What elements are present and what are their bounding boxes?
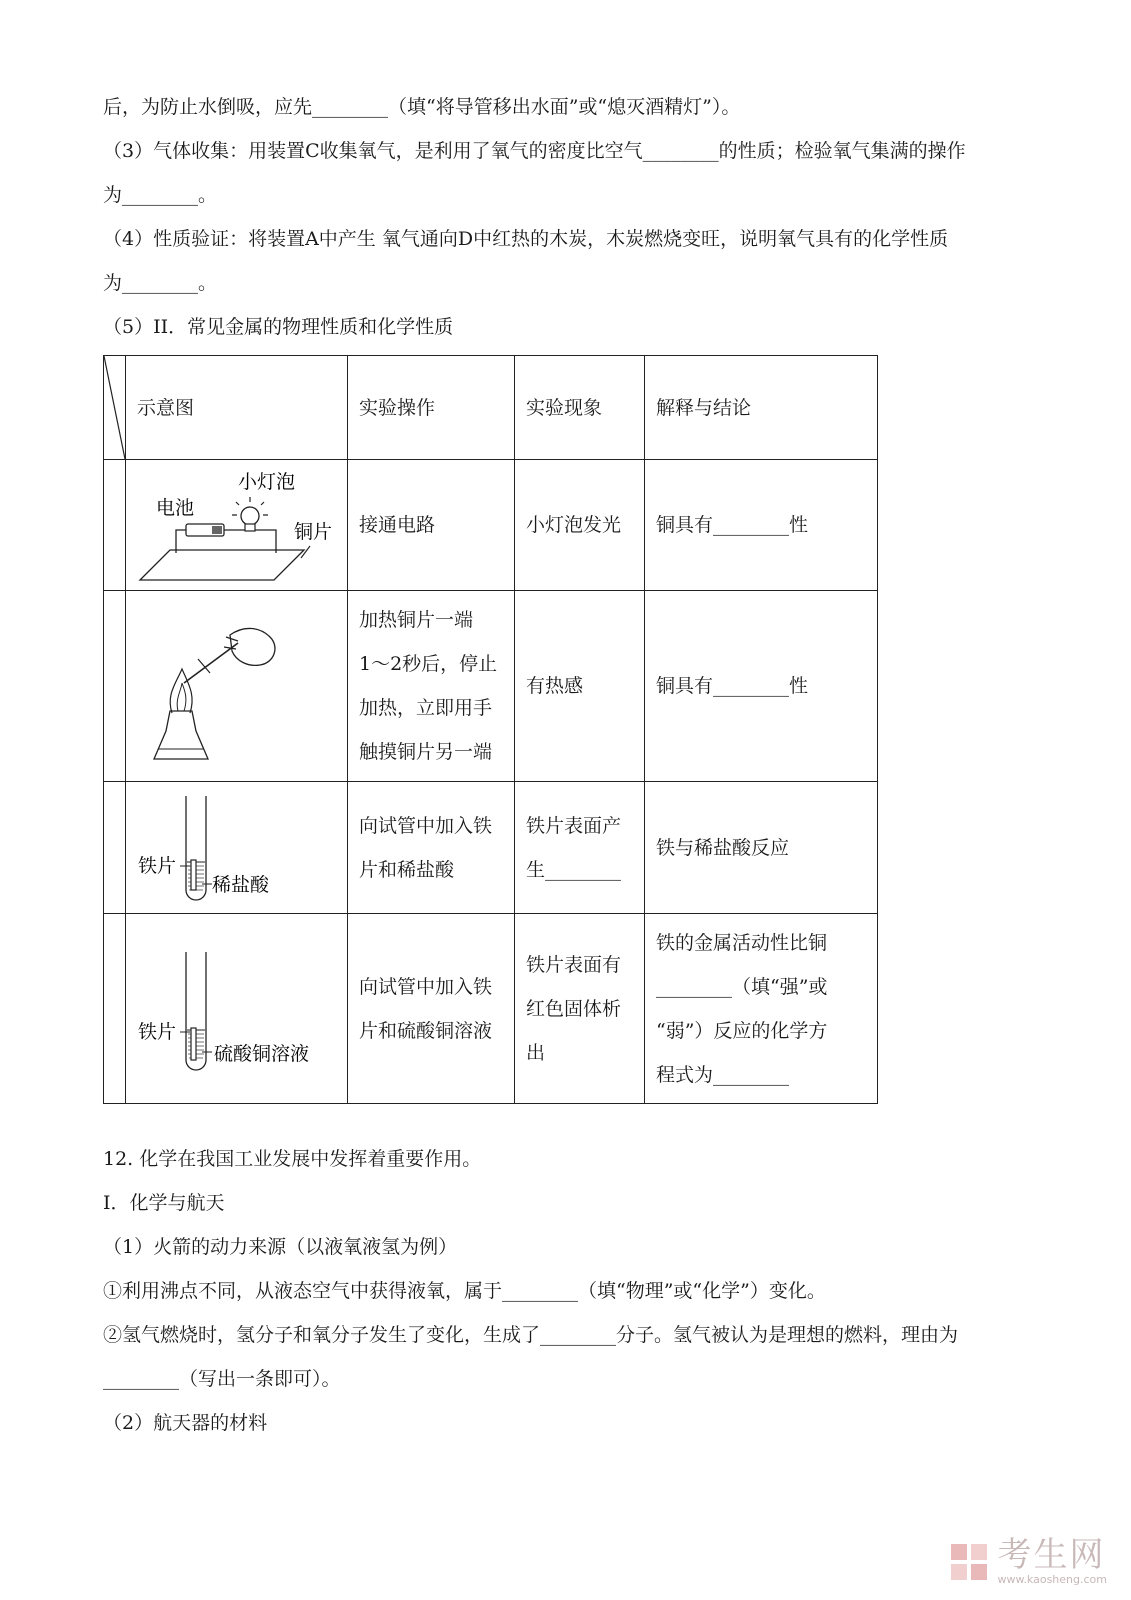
watermark (949, 1537, 1107, 1586)
fig-label-bulb: 小灯泡 (238, 471, 296, 493)
cell-conclusion: 铜具有________性 (645, 591, 878, 782)
q12-line-2: I．化学与航天 (103, 1192, 225, 1214)
header-conclusion: 解释与结论 (645, 356, 878, 460)
table-row (104, 591, 878, 782)
cell-operation: 加热铜片一端 1～2秒后，停止 加热，立即用手 触摸铜片另一端 (348, 591, 515, 782)
q12-line-5: ②氢气燃烧时，氢分子和氧分子发生了变化，生成了________分子。氢气被认为是理想的燃料，理由为 (103, 1324, 959, 1346)
fig-label-battery: 电池 (156, 497, 195, 519)
watermark-name: 考生网 (997, 1535, 1106, 1575)
experiment-table (103, 355, 878, 1104)
flame-icon (170, 669, 192, 713)
cell-conclusion: 铁的金属活动性比铜 ________（填“强”或 “弱”）反应的化学方 程式为________ (645, 914, 878, 1104)
alcohol-lamp-icon (154, 711, 208, 759)
q12-line-7: （2）航天器的材料 (103, 1412, 268, 1434)
watermark-logo-icon (949, 1542, 989, 1582)
fig-label-hcl: 稀盐酸 (212, 874, 270, 896)
line-4: （4）性质验证：将装置A中产生 氧气通向D中红热的木炭，木炭燃烧变旺，说明氧气具有的化学性质 (103, 228, 949, 250)
circuit-diagram (126, 460, 348, 591)
q12-line-1: 12. 化学在我国工业发展中发挥着重要作用。 (103, 1148, 482, 1170)
q12-line-3: （1）火箭的动力来源（以液氧液氢为例） (103, 1236, 458, 1258)
fig-label-iron: 铁片 (138, 855, 177, 877)
cell-phenomenon: 小灯泡发光 (515, 460, 645, 591)
line-6: （5）II．常见金属的物理性质和化学性质 (103, 316, 454, 338)
iron-strip-icon (191, 1028, 196, 1060)
hand-icon (230, 628, 275, 665)
table-row (104, 782, 878, 914)
cell-conclusion: 铁与稀盐酸反应 (645, 782, 878, 914)
header-operation: 实验操作 (348, 356, 515, 460)
iron-hcl-diagram (126, 782, 348, 914)
cell-phenomenon: 有热感 (515, 591, 645, 782)
q12-line-6: ________（写出一条即可）。 (103, 1368, 341, 1390)
iron-cuso4-diagram (126, 914, 348, 1104)
diagonal-cell (104, 356, 126, 460)
header-phenomenon: 实验现象 (515, 356, 645, 460)
cell-operation: 向试管中加入铁 片和硫酸铜溶液 (348, 914, 515, 1104)
cell-phenomenon: 铁片表面有 红色固体析 出 (515, 914, 645, 1104)
cell-operation: 向试管中加入铁 片和稀盐酸 (348, 782, 515, 914)
line-3: 为________。 (103, 184, 218, 206)
line-1: 后，为防止水倒吸，应先________（填“将导管移出水面”或“熄灭酒精灯”）。 (103, 96, 741, 118)
iron-strip-icon (191, 860, 196, 890)
table-row (104, 460, 878, 591)
heating-diagram (126, 591, 348, 782)
fig-label-copper: 铜片 (294, 521, 333, 543)
q12-line-4: ①利用沸点不同，从液态空气中获得液氧，属于________（填“物理”或“化学”）变化。 (103, 1280, 826, 1302)
bulb-icon (241, 507, 259, 525)
watermark-url: www.kaosheng.com (997, 1573, 1107, 1586)
fig-label-iron: 铁片 (138, 1021, 177, 1043)
table-row (104, 914, 878, 1104)
cell-phenomenon: 铁片表面产 生________ (515, 782, 645, 914)
cell-conclusion: 铜具有________性 (645, 460, 878, 591)
fig-label-cuso4: 硫酸铜溶液 (214, 1043, 310, 1065)
line-5: 为________。 (103, 272, 218, 294)
table-header-row (104, 356, 878, 460)
cell-operation: 接通电路 (348, 460, 515, 591)
header-diagram: 示意图 (126, 356, 348, 460)
line-2: （3）气体收集：用装置C收集氧气，是利用了氧气的密度比空气________的性质；检验氧气集满的操作 (103, 140, 966, 162)
copper-strip-icon (184, 643, 238, 683)
